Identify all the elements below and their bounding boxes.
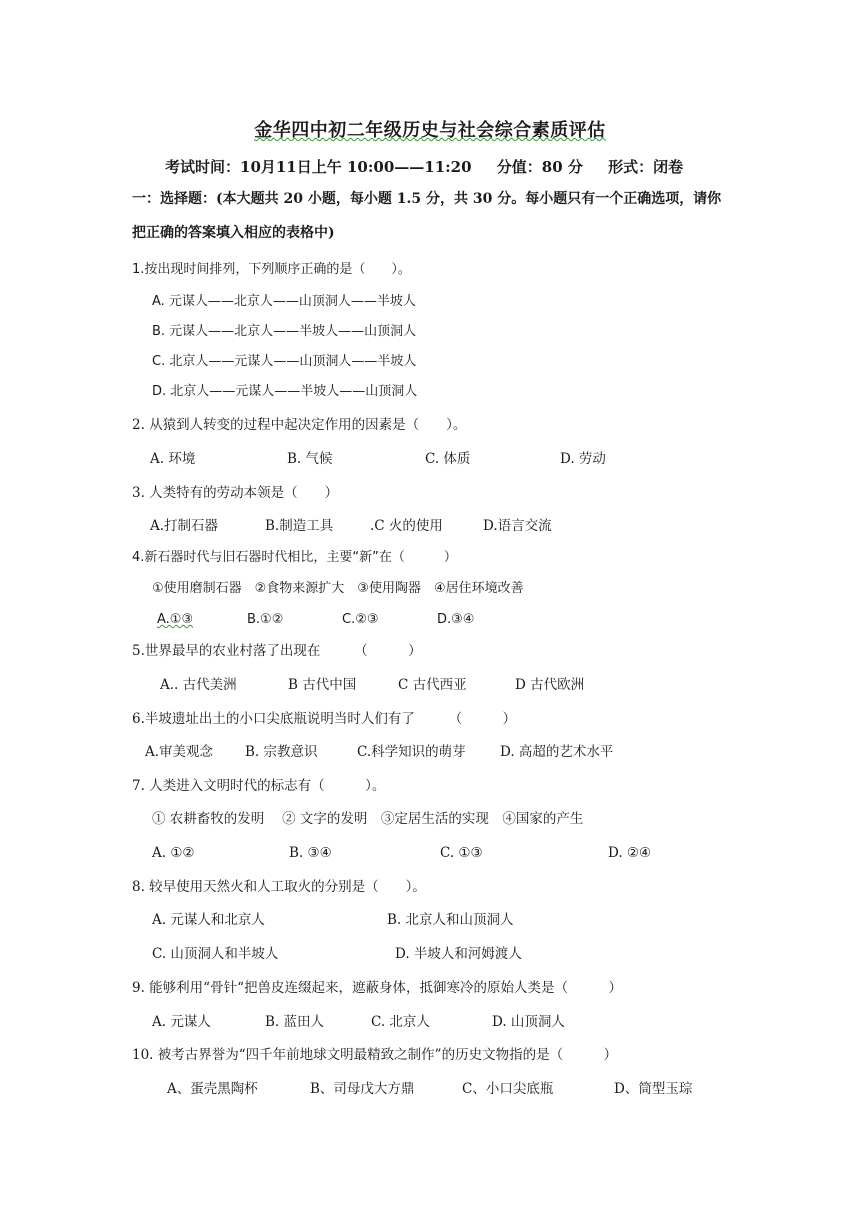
question-8-stem: 8. 较早使用天然火和人工取火的分别是（ ）。 xyxy=(132,879,426,895)
question-1-option-c: C. 北京人——元谋人——山顶洞人——半坡人 xyxy=(152,354,417,369)
section-heading-line2: 把正确的答案填入相应的表格中) xyxy=(132,225,335,241)
question-2-option-a: A. 环境 xyxy=(150,451,196,467)
question-5-stem: 5.世界最早的农业村落了出现在 （ ） xyxy=(132,643,422,659)
question-3-stem: 3. 人类特有的劳动本领是（ ） xyxy=(132,485,339,501)
question-10-option-a: A、蛋壳黑陶杯 xyxy=(167,1081,258,1097)
question-6-stem: 6.半坡遗址出土的小口尖底瓶说明当时人们有了 （ ） xyxy=(132,711,517,727)
question-10-option-b: B、司母戊大方鼎 xyxy=(310,1081,415,1097)
question-4-items: ①使用磨制石器 ②食物来源扩大 ③使用陶器 ④居住环境改善 xyxy=(152,581,524,596)
question-8-option-c: C. 山顶洞人和半坡人 xyxy=(152,946,279,962)
question-2-option-c: C. 体质 xyxy=(425,451,471,467)
question-10-option-c: C、小口尖底瓶 xyxy=(462,1081,554,1097)
question-5-option-b: B 古代中国 xyxy=(288,677,357,693)
question-2-option-d: D. 劳动 xyxy=(560,451,606,467)
question-5-option-a: A.. 古代美洲 xyxy=(160,677,237,693)
exam-form: 形式：闭卷 xyxy=(608,158,684,176)
question-7-option-c: C. ①③ xyxy=(440,845,483,861)
question-9-option-d: D. 山顶洞人 xyxy=(492,1014,565,1030)
question-8-option-b: B. 北京人和山顶洞人 xyxy=(387,912,514,928)
question-2-stem: 2. 从猿到人转变的过程中起决定作用的因素是（ ）。 xyxy=(132,417,467,433)
question-5-option-d: D 古代欧洲 xyxy=(515,677,585,693)
exam-time: 考试时间：10月11日上午 10:00——11:20 xyxy=(165,158,472,176)
question-1-option-d: D. 北京人——元谋人——半坡人——山顶洞人 xyxy=(152,384,418,399)
question-7-option-a: A. ①② xyxy=(152,845,195,861)
question-7-items: ① 农耕畜牧的发明 ② 文字的发明 ③定居生活的实现 ④国家的产生 xyxy=(152,811,584,827)
section-heading-line1: 一：选择题：(本大题共 20 小题，每小题 1.5 分，共 30 分。每小题只有一个正确选项，请你 xyxy=(132,191,722,207)
question-10-stem: 10. 被考古界誉为“四千年前地球文明最精致之制作”的历史文物指的是（ ） xyxy=(132,1047,618,1063)
question-4-option-d: D.③④ xyxy=(437,612,475,627)
question-3-option-a: A.打制石器 xyxy=(150,518,219,534)
question-10-option-d: D、筒型玉琮 xyxy=(614,1081,693,1097)
question-7-option-b: B. ③④ xyxy=(289,845,332,861)
question-9-stem: 9. 能够利用“骨针“把兽皮连缀起来，遮蔽身体，抵御寒冷的原始人类是（ ） xyxy=(132,980,622,996)
question-6-option-a: A.审美观念 xyxy=(145,744,214,760)
question-4-option-b: B.①② xyxy=(247,612,284,627)
question-9-option-c: C. 北京人 xyxy=(371,1014,430,1030)
question-6-option-c: C.科学知识的萌芽 xyxy=(357,744,466,760)
question-3-option-c: .C 火的使用 xyxy=(370,518,443,534)
question-9-option-b: B. 蓝田人 xyxy=(265,1014,325,1030)
question-6-option-d: D. 高超的艺术水平 xyxy=(500,744,614,760)
question-1-stem: 1.按出现时间排列，下列顺序正确的是（ ）。 xyxy=(132,262,411,277)
question-3-option-d: D.语言交流 xyxy=(483,518,552,534)
question-4-option-c: C.②③ xyxy=(342,612,379,627)
question-9-option-a: A. 元谋人 xyxy=(152,1014,211,1030)
question-1-option-b: B. 元谋人——北京人——半坡人——山顶洞人 xyxy=(152,324,417,339)
exam-meta xyxy=(165,156,703,177)
question-7-option-d: D. ②④ xyxy=(608,845,652,861)
question-6-option-b: B. 宗教意识 xyxy=(245,744,318,760)
question-3-option-b: B.制造工具 xyxy=(265,518,334,534)
exam-title-text: 金华四中初二年级历史与社会综合素质评估 xyxy=(254,120,606,141)
exam-title xyxy=(0,116,860,142)
question-8-option-a: A. 元谋人和北京人 xyxy=(152,912,265,928)
question-5-option-c: C 古代西亚 xyxy=(398,677,467,693)
question-1-option-a: A. 元谋人——北京人——山顶洞人——半坡人 xyxy=(152,294,416,309)
question-7-stem: 7. 人类进入文明时代的标志有（ ）。 xyxy=(132,778,386,794)
question-8-option-d: D. 半坡人和河姆渡人 xyxy=(395,946,522,962)
exam-score: 分值：80 分 xyxy=(496,158,583,176)
question-2-option-b: B. 气候 xyxy=(287,451,333,467)
question-4-stem: 4.新石器时代与旧石器时代相比，主要“新”在（ ） xyxy=(132,550,457,565)
question-4-option-a: A.①③ xyxy=(157,612,194,627)
